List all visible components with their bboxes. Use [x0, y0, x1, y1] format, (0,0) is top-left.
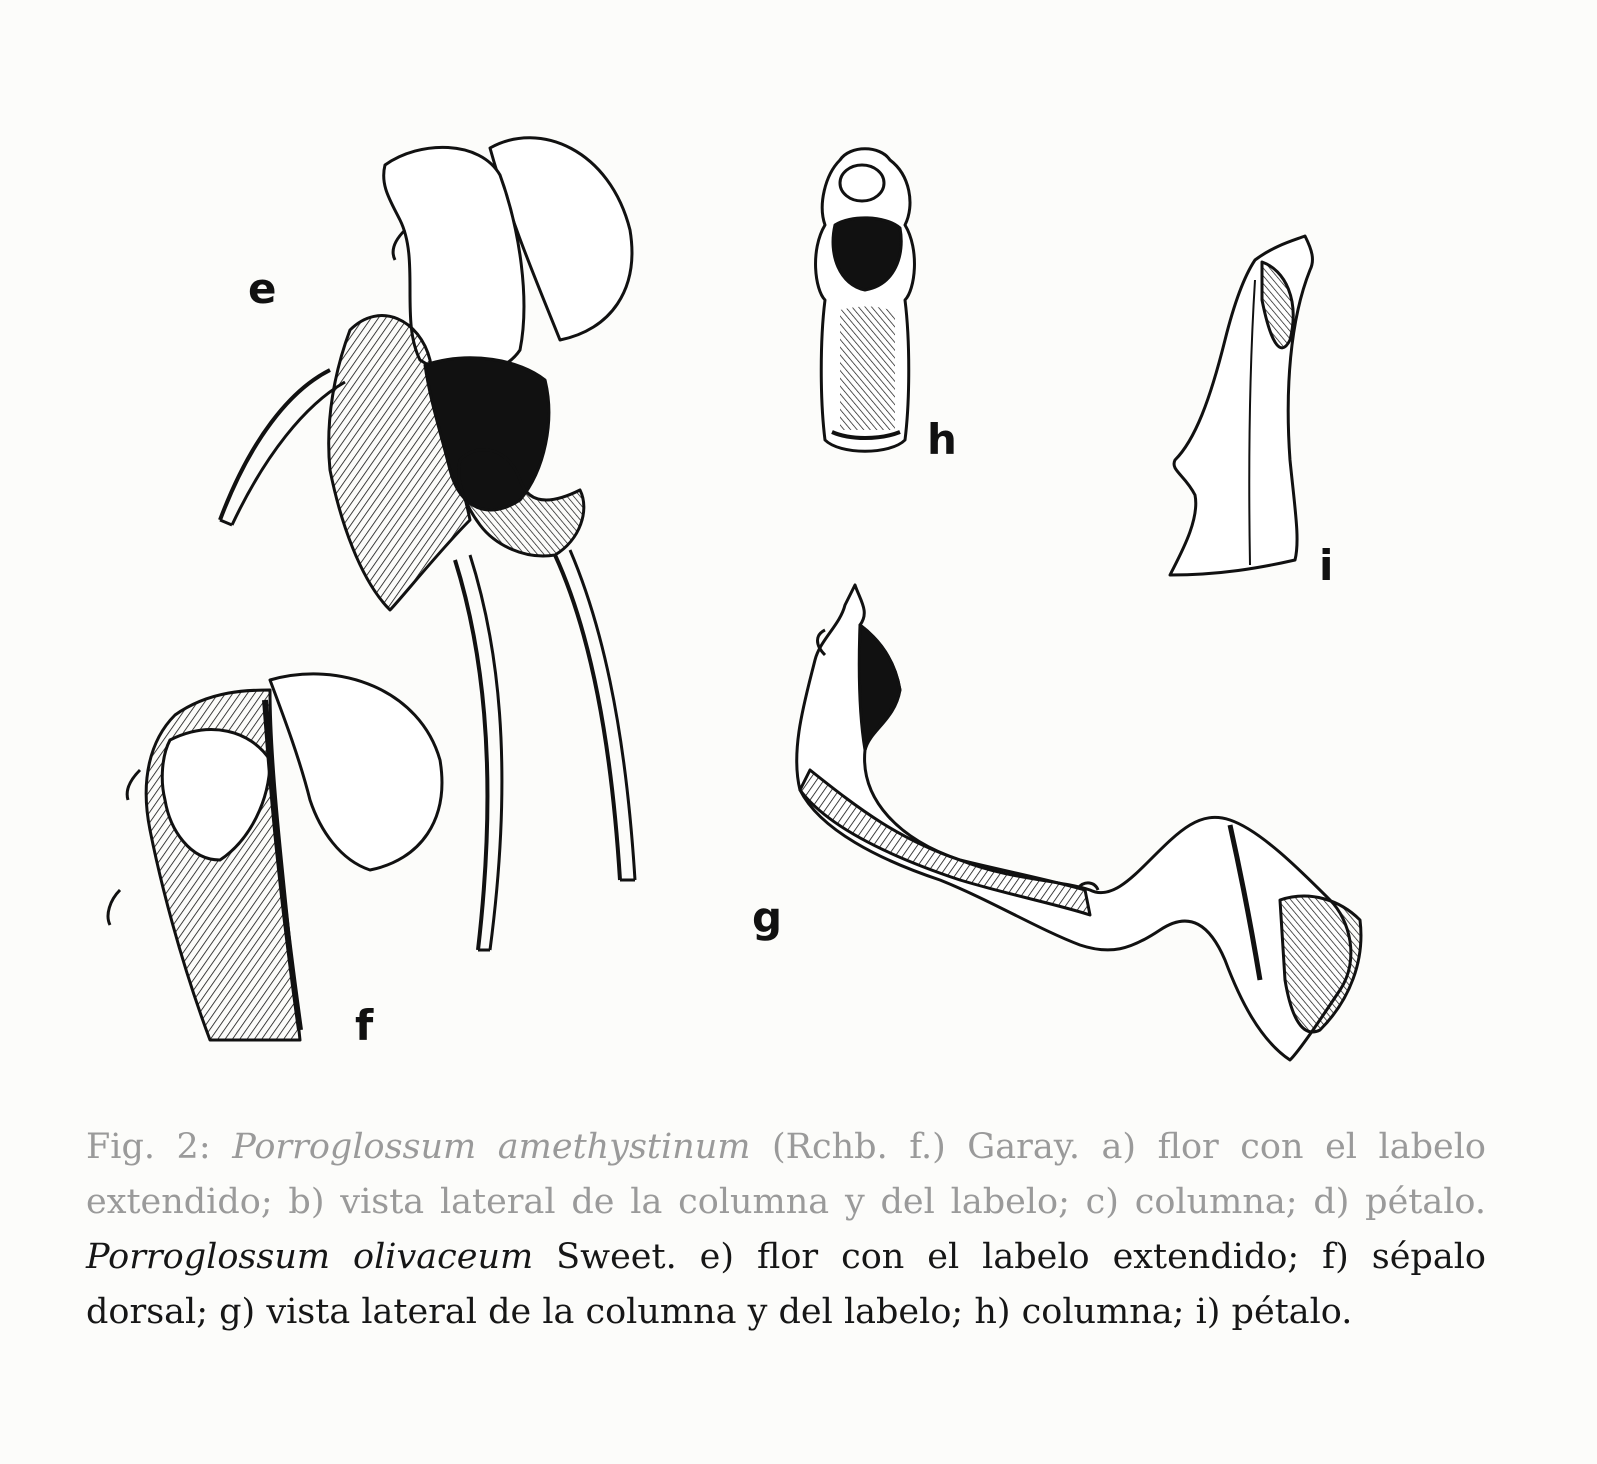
- caption-species-2-parts: e) flor con el labelo extendido; f) sépalo dorsal; g) vista lateral de la columna y del labelo; h) columna; i) pétalo.: [86, 1237, 1486, 1332]
- panel-label-i: i: [1319, 541, 1334, 590]
- panel-label-e: e: [248, 264, 277, 313]
- caption-species-1: Porroglossum amethystinum: [232, 1127, 751, 1167]
- panel-label-h: h: [927, 415, 957, 464]
- panel-label-g: g: [752, 893, 783, 942]
- drawing-i-petal: [1170, 236, 1312, 575]
- figure-caption: [86, 1120, 1486, 1340]
- drawing-h-column: [816, 149, 915, 452]
- caption-species-2-authority: Sweet.: [556, 1237, 677, 1277]
- caption-species-2: Porroglossum olivaceum: [86, 1237, 534, 1277]
- panel-label-f: f: [355, 1001, 374, 1050]
- caption-species-1-parts: a) flor con el labelo extendido; b) vista lateral de la columna y del labelo; c) columna; d) pétalo.: [86, 1127, 1486, 1222]
- caption-species-1-authority: (Rchb. f.) Garay.: [772, 1127, 1080, 1167]
- caption-fig-label: Fig. 2:: [86, 1127, 211, 1167]
- drawing-f-dorsal-sepal: [108, 674, 442, 1040]
- drawing-g-lateral-view: [797, 585, 1361, 1060]
